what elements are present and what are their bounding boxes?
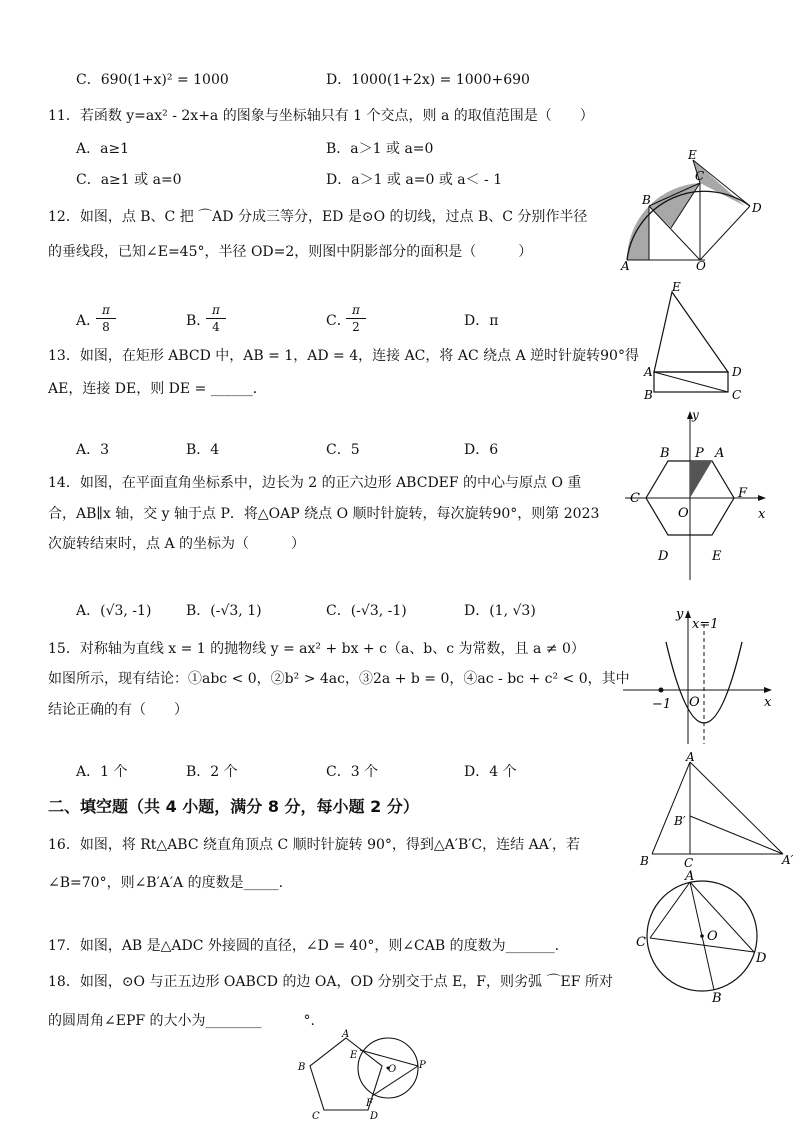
label-d: D (370, 1111, 379, 1122)
section-title: 二、填空题（共 4 小题，满分 8 分，每小题 2 分） (48, 797, 419, 816)
label-a: A (621, 259, 630, 273)
label-a: A (644, 365, 653, 379)
figure-q17 (630, 870, 780, 1005)
label-e: E (712, 549, 722, 564)
label-x: x (758, 507, 766, 522)
label-d: D (756, 951, 767, 966)
label-o: O (678, 506, 689, 521)
q12-option-c-fraction: $\frac{\pi}{2}$ (346, 302, 366, 335)
q12-option-d: D．π (464, 313, 499, 329)
label-b: B (642, 193, 651, 207)
label-d: D (658, 549, 669, 564)
label-x-equals-1: x=1 (692, 617, 719, 632)
q12-option-c: C． (326, 313, 351, 329)
label-minus-1: −1 (652, 697, 672, 712)
q18-line2: 的圆周角∠EPF 的大小为________ °. (48, 1013, 315, 1029)
label-c: C (630, 491, 640, 506)
label-a: A (715, 446, 725, 461)
q13-option-d: D．6 (464, 442, 499, 458)
q13-line1: 13．如图，在矩形 ABCD 中，AB = 1，AD = 4，连接 AC，将 AC 绕点 A 逆时针旋转90°得 (48, 348, 639, 364)
label-x: x (764, 695, 772, 710)
figure-q16 (638, 752, 794, 872)
label-b: B (660, 446, 670, 461)
label-a: A (686, 750, 695, 764)
q15-option-a: A．1 个 (76, 764, 128, 780)
q18-line1: 18．如图，⊙O 与正五边形 OABCD 的边 OA，OD 分别交于点 E，F，则劣弧 ⌒EF 所对 (48, 974, 613, 990)
figure-q13 (640, 282, 780, 402)
label-p: P (419, 1060, 426, 1071)
label-b: B (712, 991, 722, 1006)
q15-option-d: D．4 个 (464, 764, 517, 780)
q15-line1: 15．对称轴为直线 x = 1 的抛物线 y = ax² + bx + c（a、b、c 为常数，且 a ≠ 0） (48, 641, 585, 657)
q13-option-c: C．5 (326, 442, 360, 458)
label-y: y (692, 408, 699, 422)
q15-line2: 如图所示，现有结论：①abc < 0，②b² > 4ac，③2a + b = 0，④ac - bc + c² < 0，其中 (48, 671, 630, 687)
shaded-region-middle (649, 183, 700, 228)
q11-option-a: A．a≥1 (76, 141, 130, 157)
label-d: D (752, 201, 762, 215)
q12-option-a: A． (76, 313, 101, 329)
label-c: C (312, 1111, 320, 1122)
shaded-region-left (627, 206, 649, 260)
label-e: E (350, 1050, 358, 1061)
figure-q12 (615, 148, 780, 273)
q14-option-c: C．(-√3, -1) (326, 603, 407, 619)
q14-line2: 合，AB∥x 轴，交 y 轴于点 P．将△OAP 绕点 O 顺时针旋转，每次旋转90°，则第 2023 (48, 506, 600, 522)
q14-line1: 14．如图，在平面直角坐标系中，边长为 2 的正六边形 ABCDEF 的中心与原点 O 重 (48, 475, 582, 491)
q14-option-b: B．(-√3, 1) (186, 603, 262, 619)
label-a: A (685, 869, 695, 884)
q13-line2: AE，连接 DE，则 DE = ______． (48, 381, 267, 397)
label-c: C (684, 856, 694, 870)
label-b: B (298, 1062, 306, 1073)
q16-line2: ∠B=70°，则∠B′A′A 的度数是_____. (48, 875, 284, 891)
label-c: C (695, 169, 705, 183)
figure-q14 (620, 405, 775, 585)
q15-option-b: B．2 个 (186, 764, 238, 780)
label-f: F (738, 486, 748, 501)
label-e: E (672, 280, 681, 294)
label-o: O (707, 929, 718, 944)
q12-line2: 的垂线段，已知∠E=45°，半径 OD=2，则图中阴影部分的面积是（ ） (48, 244, 533, 260)
q12-option-a-fraction: $\frac{\pi}{8}$ (96, 302, 116, 335)
figure-q18 (290, 1028, 440, 1120)
label-d: D (732, 365, 742, 379)
label-o: O (696, 259, 706, 273)
q12-option-b: B． (186, 313, 211, 329)
label-e: E (688, 148, 697, 162)
label-o: O (388, 1064, 397, 1075)
q11-stem: 11．若函数 y=ax² - 2x+a 的图象与坐标轴只有 1 个交点，则 a 的取值范围是（ ） (48, 108, 594, 124)
label-b: B (644, 388, 653, 402)
label-c: C (636, 935, 646, 950)
q15-option-c: C．3 个 (326, 764, 379, 780)
q17-line1: 17．如图，AB 是△ADC 外接圆的直径，∠D = 40°，则∠CAB 的度数为_______. (48, 938, 560, 954)
q11-option-b: B．a＞1 或 a=0 (326, 141, 434, 157)
q16-line1: 16．如图，将 Rt△ABC 绕直角顶点 C 顺时针旋转 90°，得到△A′B′C，连结 AA′，若 (48, 837, 580, 853)
q12-option-b-fraction: $\frac{\pi}{4}$ (206, 302, 226, 335)
q14-line3: 次旋转结束时，点 A 的坐标为（ ） (48, 536, 306, 552)
label-o: O (689, 695, 700, 710)
figure-q15 (618, 604, 783, 749)
q10-option-d: D．1000(1+2x) = 1000+690 (326, 72, 530, 88)
label-c: C (732, 388, 742, 402)
q14-option-a: A．(√3, -1) (76, 603, 152, 619)
q11-option-c: C．a≥1 或 a=0 (76, 172, 182, 188)
q12-line1: 12．如图，点 B、C 把 ⌒AD 分成三等分，ED 是⊙O 的切线，过点 B、C 分别作半径 (48, 209, 588, 225)
label-b: B (640, 854, 649, 868)
label-p: P (695, 446, 704, 461)
q14-option-d: D．(1, √3) (464, 603, 536, 619)
q10-option-c: C．690(1+x)² = 1000 (76, 72, 229, 88)
label-a-prime: A′ (782, 853, 794, 867)
q13-option-b: B．4 (186, 442, 220, 458)
q15-line3: 结论正确的有（ ） (48, 702, 188, 718)
q13-option-a: A．3 (76, 442, 110, 458)
q11-option-d: D．a＞1 或 a=0 或 a＜ - 1 (326, 172, 503, 188)
label-f: F (366, 1098, 373, 1109)
label-b-prime: B′ (674, 814, 686, 828)
label-y: y (676, 607, 684, 622)
label-a: A (342, 1029, 350, 1040)
